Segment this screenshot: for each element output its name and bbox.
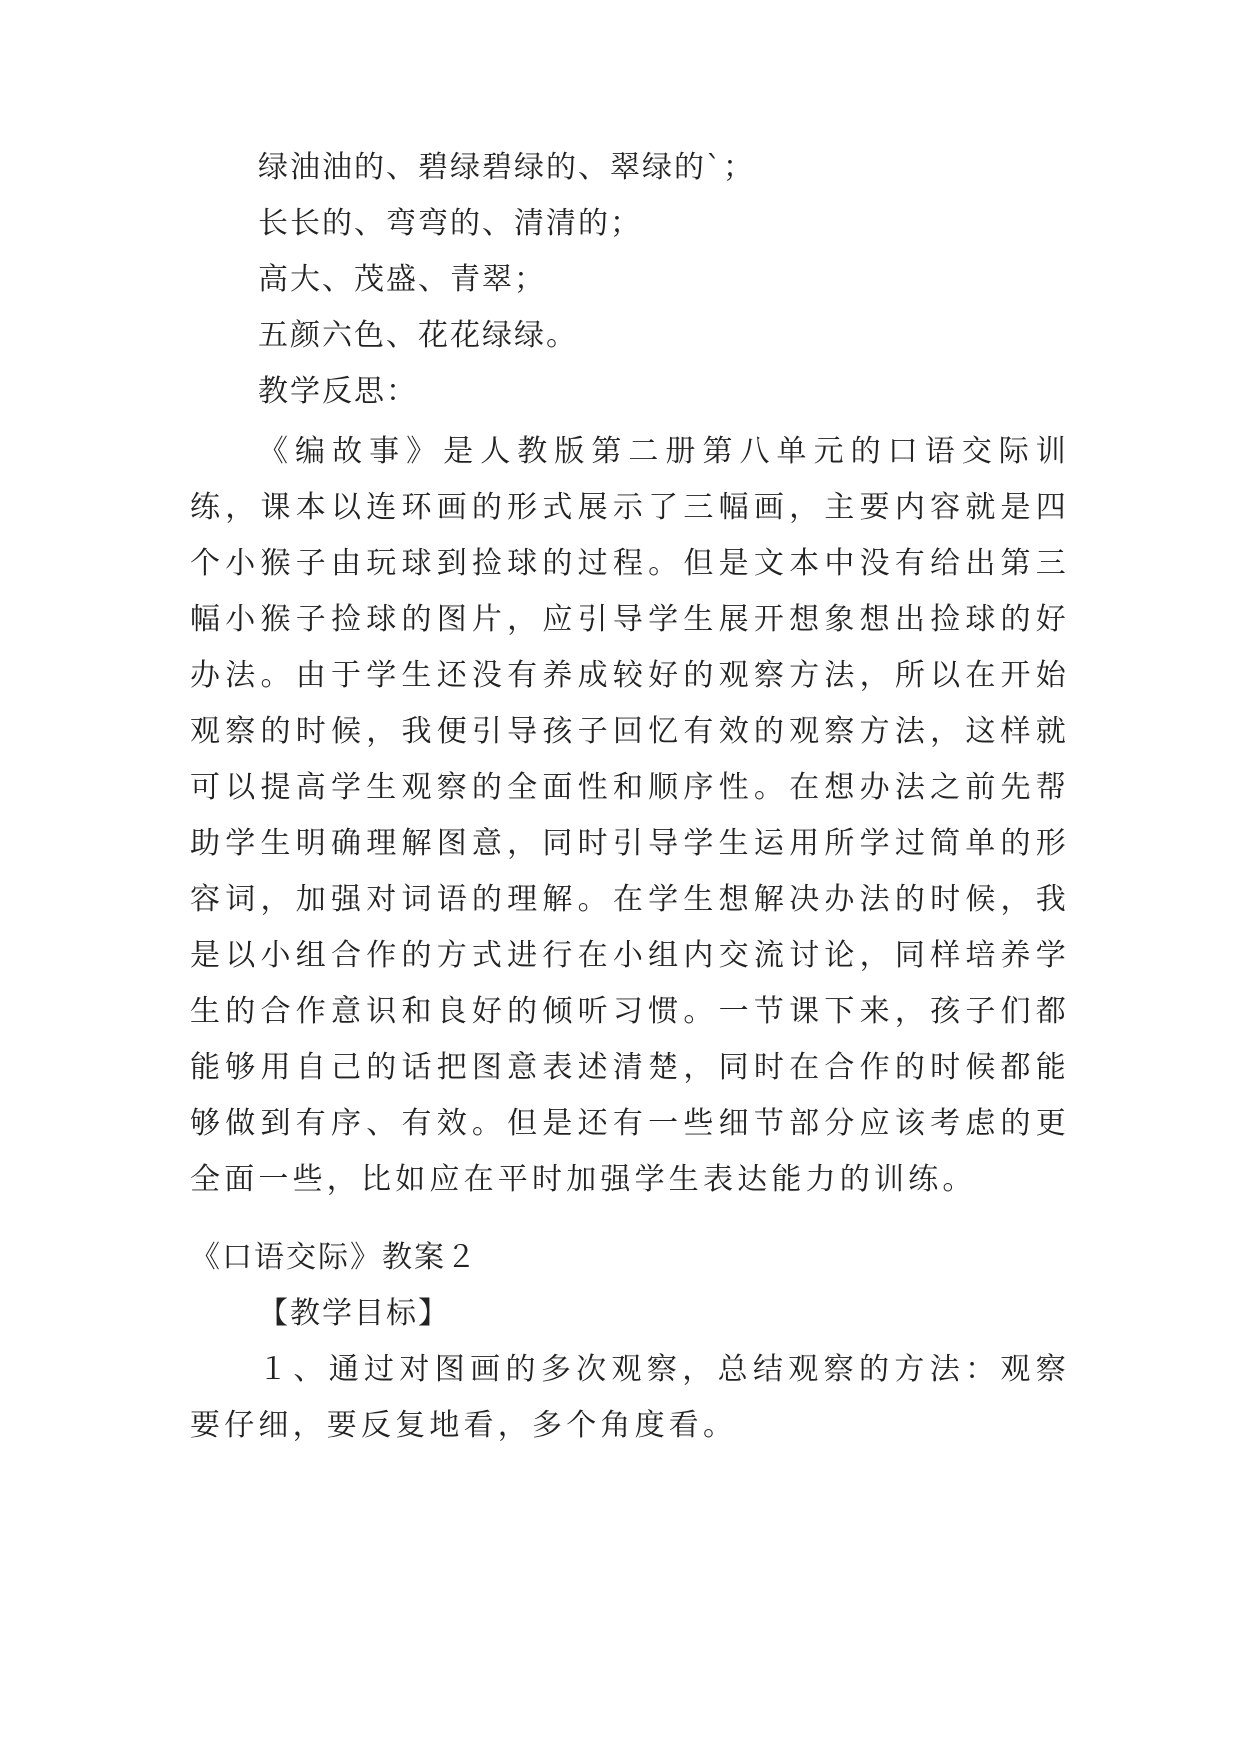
section-title: 《口语交际》教案２ [190,1240,478,1275]
adjective-line-4: 五颜六色、花花绿绿。 [258,318,578,353]
objective-1-paragraph: １、通过对图画的多次观察，总结观察的方法：观察要仔细，要反复地看，多个角度看。 [190,1352,1070,1443]
adjective-line-3: 高大、茂盛、青翠； [258,262,546,297]
reflection-paragraph: 《编故事》是人教版第二册第八单元的口语交际训练，课本以连环画的形式展示了三幅画，主要内容就是四个小猴子由玩球到捡球的过程。但是文本中没有给出第三幅小猴子捡球的图片，应引导学生展开想象想出捡球的好办法。由于学生还没有养成较好的观察方法，所以在开始观察的时候，我便引导孩子回忆有效的观察方法，这样就可以提高学生观察的全面性和顺序性。在想办法之前先帮助学生明确理解图意，同时引导学生运用所学过简单的形容词，加强对词语的理解。在学生想解决办法的时候，我是以小组合作的方式进行在小组内交流讨论，同样培养学生的合作意识和良好的倾听习惯。一节课下来，孩子们都能够用自己的话把图意表述清楚，同时在合作的时候都能够做到有序、有效。但是还有一些细节部分应该考虑的更全面一些，比如应在平时加强学生表达能力的训练。 [190,434,1070,1197]
adjective-line-1: 绿油油的、碧绿碧绿的、翠绿的`； [258,150,755,185]
reflection-heading: 教学反思： [258,374,418,409]
objectives-heading: 【教学目标】 [258,1296,450,1331]
adjective-line-2: 长长的、弯弯的、清清的； [258,206,642,241]
